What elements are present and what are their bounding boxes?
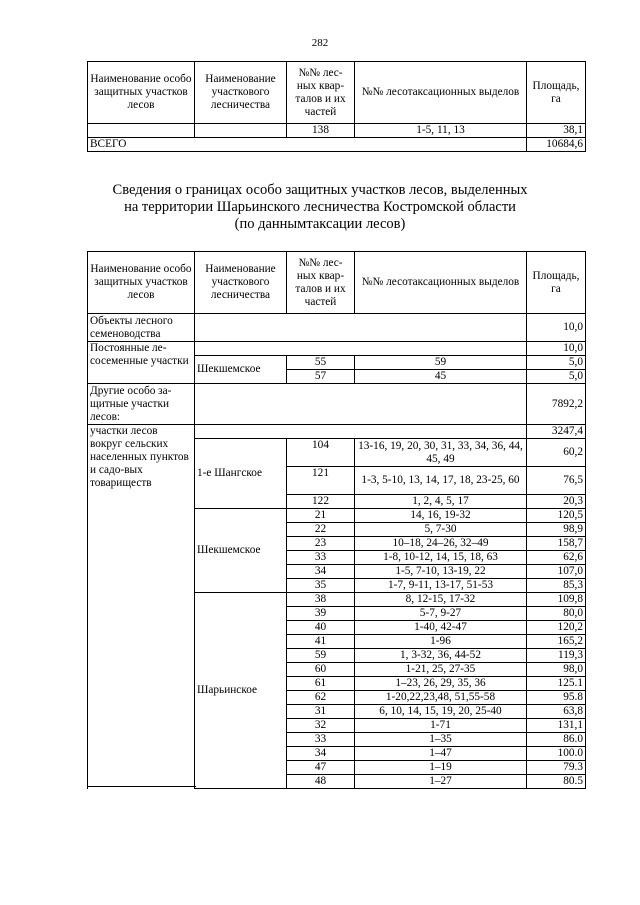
- cell-quarter: 55: [287, 356, 355, 370]
- cell-sections: 1–27: [355, 775, 527, 789]
- district-name: Шекшемское: [195, 356, 287, 384]
- header-quarters: №№ лес-ных квар-талов и их частей: [287, 252, 355, 314]
- cell-sections: 1, 2, 4, 5, 17: [355, 495, 527, 509]
- cell-area: 158,7: [527, 537, 586, 551]
- cell-area: 119,3: [527, 649, 586, 663]
- page-number: 282: [311, 37, 329, 49]
- cell-area: 5,0: [527, 370, 586, 384]
- header-district: Наименование участкового лесничества: [195, 252, 287, 314]
- cell-quarter: 104: [287, 439, 355, 467]
- cell-area: 95.8: [527, 691, 586, 705]
- section-title: [60, 182, 580, 233]
- header-name: Наименование особо защитных участков лесов: [88, 252, 195, 314]
- cell-quarter: 61: [287, 677, 355, 691]
- header-sections: №№ лесотаксационных выделов: [355, 62, 527, 124]
- cell-quarter: 138: [287, 124, 355, 138]
- cell-quarter: 62: [287, 691, 355, 705]
- cell-sections: 10–18, 24–26, 32–49: [355, 537, 527, 551]
- cell-area: 63,8: [527, 705, 586, 719]
- cell-empty: [88, 124, 195, 138]
- cell-area: 79.3: [527, 761, 586, 775]
- cell-area: 10,0: [527, 342, 586, 356]
- main-table: [87, 251, 586, 789]
- cell-empty: [195, 124, 287, 138]
- title-line-2: на территории Шарьинского лесничества Костромской области: [124, 199, 516, 215]
- row-name-around: участки лесов вокруг сельских населенных пунктов и садо-вых товариществ: [88, 425, 195, 789]
- cell-quarter: 32: [287, 719, 355, 733]
- cell-area: 5,0: [527, 356, 586, 370]
- cell-area: 10,0: [527, 314, 586, 342]
- cell-area: 76,5: [527, 467, 586, 495]
- cell-quarter: 60: [287, 663, 355, 677]
- row-name-other: Другие особо за-щитные участки лесов:: [88, 384, 195, 425]
- cell-sections: 45: [355, 370, 527, 384]
- top-table: [87, 61, 586, 152]
- cell-area: 7892,2: [527, 384, 586, 425]
- cell-area: 165,2: [527, 635, 586, 649]
- cell-area: 107,0: [527, 565, 586, 579]
- cell-sections: 8, 12-15, 17-32: [355, 593, 527, 607]
- cell-area: 80.5: [527, 775, 586, 789]
- cell-sections: 1-96: [355, 635, 527, 649]
- total-area: 10684,6: [527, 138, 586, 152]
- district-name: Шарьинское: [195, 593, 287, 789]
- cell-area: 98,9: [527, 523, 586, 537]
- cell-quarter: 40: [287, 621, 355, 635]
- cell-quarter: 35: [287, 579, 355, 593]
- column-divider-line: [87, 786, 196, 787]
- cell-area: 60,2: [527, 439, 586, 467]
- cell-sections: 5, 7-30: [355, 523, 527, 537]
- cell-sections: 5-7, 9-27: [355, 607, 527, 621]
- cell-area: 100.0: [527, 747, 586, 761]
- cell-sections: 14, 16, 19-32: [355, 509, 527, 523]
- header-quarters: №№ лес-ных квар-талов и их частей: [287, 62, 355, 124]
- cell-area: 120,5: [527, 509, 586, 523]
- cell-sections: 1-21, 25, 27-35: [355, 663, 527, 677]
- cell-quarter: 33: [287, 551, 355, 565]
- cell-sections: 1–19: [355, 761, 527, 775]
- cell-area: 98,0: [527, 663, 586, 677]
- cell-area: 109,8: [527, 593, 586, 607]
- cell-sections: 1-40, 42-47: [355, 621, 527, 635]
- cell-area: 38,1: [527, 124, 586, 138]
- cell-sections: 1-3, 5-10, 13, 14, 17, 18, 23-25, 60: [355, 467, 527, 495]
- district-name: Шекшемское: [195, 509, 287, 593]
- header-sections: №№ лесотаксационных выделов: [355, 252, 527, 314]
- cell-quarter: 59: [287, 649, 355, 663]
- cell-sections: 1, 3-32, 36, 44-52: [355, 649, 527, 663]
- cell-quarter: 121: [287, 467, 355, 495]
- cell-area: 85,3: [527, 579, 586, 593]
- header-district: Наименование участкового лесничества: [195, 62, 287, 124]
- cell-quarter: 48: [287, 775, 355, 789]
- cell-area: 125.1: [527, 677, 586, 691]
- cell-sections: 1-5, 7-10, 13-19, 22: [355, 565, 527, 579]
- cell-sections: 1-20,22,23,48, 51,55-58: [355, 691, 527, 705]
- header-area: Площадь, га: [527, 62, 586, 124]
- row-name-permanent: Постоянные ле-сосеменные участки: [88, 342, 195, 384]
- cell-quarter: 41: [287, 635, 355, 649]
- district-name: 1-е Шангское: [195, 439, 287, 509]
- cell-quarter: 38: [287, 593, 355, 607]
- cell-sections: 1–47: [355, 747, 527, 761]
- row-name-seed: Объекты лесного семеноводства: [88, 314, 195, 342]
- cell-quarter: 57: [287, 370, 355, 384]
- cell-sections: 59: [355, 356, 527, 370]
- cell-empty: [195, 425, 527, 439]
- cell-empty: [195, 342, 527, 356]
- cell-sections: 1-7, 9-11, 13-17, 51-53: [355, 579, 527, 593]
- cell-sections: 6, 10, 14, 15, 19, 20, 25-40: [355, 705, 527, 719]
- title-line-1: Сведения о границах особо защитных участков лесов, выделенных: [112, 182, 528, 198]
- cell-quarter: 122: [287, 495, 355, 509]
- cell-area: 120,2: [527, 621, 586, 635]
- cell-quarter: 21: [287, 509, 355, 523]
- cell-area: 62,6: [527, 551, 586, 565]
- total-label: ВСЕГО: [88, 138, 527, 152]
- cell-sections: 1-8, 10-12, 14, 15, 18, 63: [355, 551, 527, 565]
- cell-sections: 13-16, 19, 20, 30, 31, 33, 34, 36, 44, 45, 49: [355, 439, 527, 467]
- cell-quarter: 23: [287, 537, 355, 551]
- cell-area: 80,0: [527, 607, 586, 621]
- title-line-3: (по даннымтаксации лесов): [234, 216, 406, 232]
- cell-sections: 1-71: [355, 719, 527, 733]
- cell-quarter: 34: [287, 565, 355, 579]
- cell-empty: [195, 384, 527, 425]
- cell-sections: 1–23, 26, 29, 35, 36: [355, 677, 527, 691]
- cell-quarter: 34: [287, 747, 355, 761]
- cell-area: 131,1: [527, 719, 586, 733]
- cell-quarter: 31: [287, 705, 355, 719]
- cell-sections: 1–35: [355, 733, 527, 747]
- cell-quarter: 33: [287, 733, 355, 747]
- cell-area: 86.0: [527, 733, 586, 747]
- cell-quarter: 47: [287, 761, 355, 775]
- cell-sections: 1-5, 11, 13: [355, 124, 527, 138]
- header-name: Наименование особо защитных участков лесов: [88, 62, 195, 124]
- cell-area: 3247,4: [527, 425, 586, 439]
- cell-area: 20,3: [527, 495, 586, 509]
- header-area: Площадь, га: [527, 252, 586, 314]
- cell-empty: [195, 314, 527, 342]
- cell-quarter: 39: [287, 607, 355, 621]
- cell-quarter: 22: [287, 523, 355, 537]
